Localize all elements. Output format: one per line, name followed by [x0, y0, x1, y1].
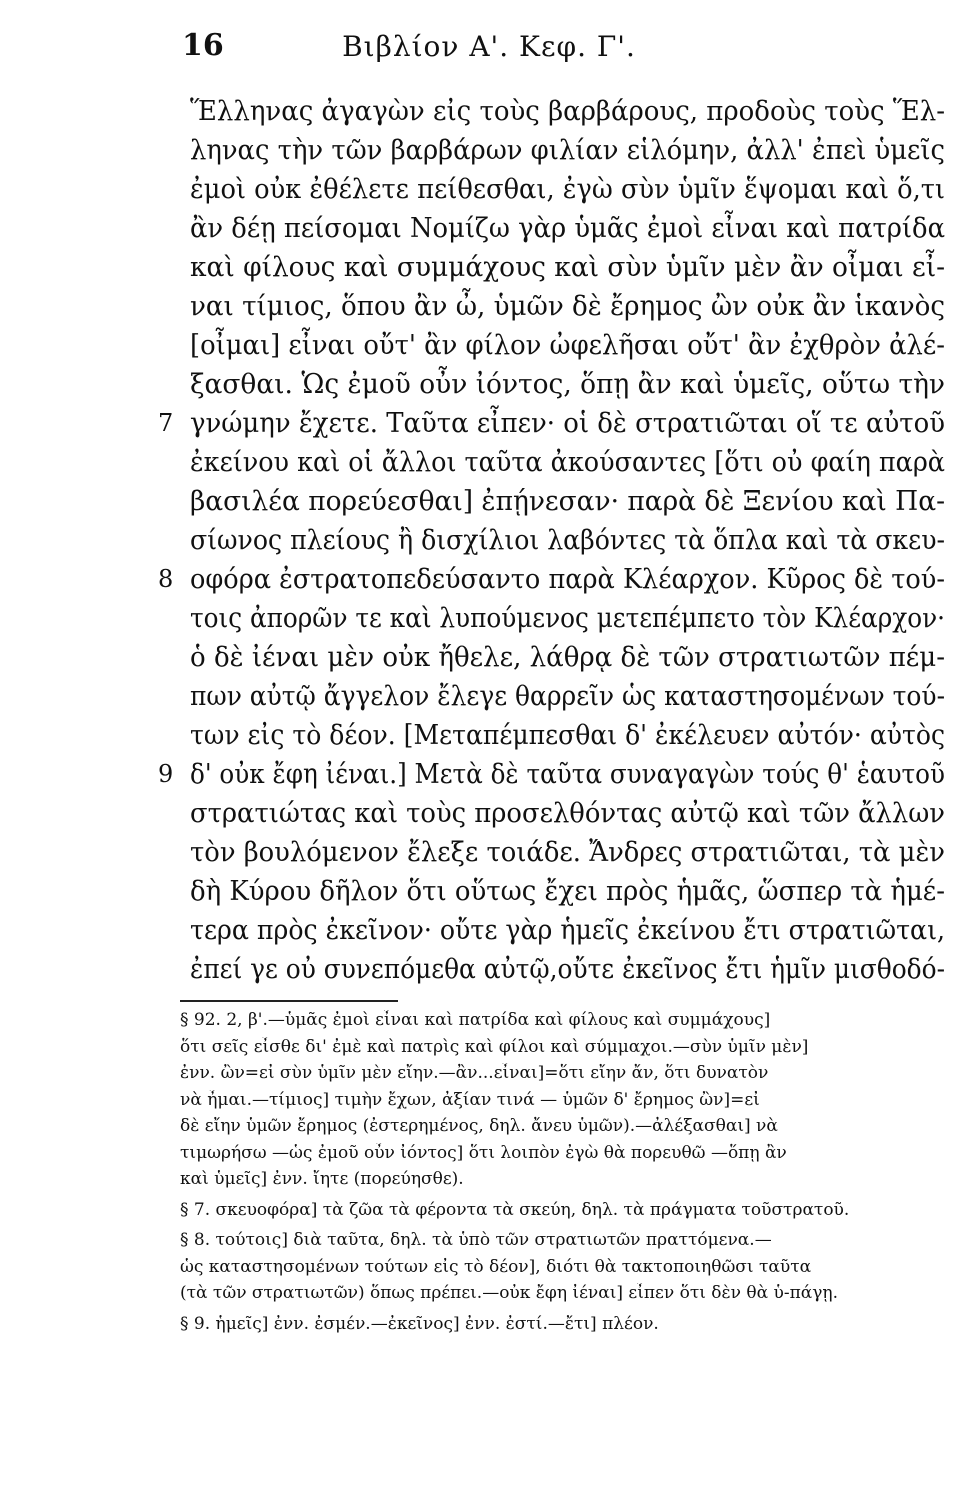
footnote-line: § 92. 2, β'.—ὑμᾶς ἐμοὶ εἶναι καὶ πατρίδα καὶ φίλους καὶ συμμάχους] — [180, 1010, 771, 1030]
text-line — [190, 365, 950, 404]
text-line-content: ὁ δὲ ἰέναι μὲν οὐκ ἤθελε, λάθρᾳ δὲ τῶν στρατιωτῶν πέμ- — [190, 641, 945, 673]
text-line-content: καὶ φίλους καὶ συμμάχους καὶ σὺν ὑμῖν μὲν ἂν οἶμαι εἶ- — [190, 251, 945, 283]
text-line-content: των εἰς τὸ δέον. [Μεταπέμπεσθαι δ' ἐκέλευεν αὐτόν· αὐτὸς — [190, 719, 945, 751]
text-line — [190, 443, 950, 482]
text-line-content: ληνας τὴν τῶν βαρβάρων φιλίαν εἱλόμην, ἀλλ' ἐπεὶ ὑμεῖς — [190, 134, 945, 166]
footnote-line: τιμωρήσω —ὡς ἐμοῦ οὖν ἰόντος] ὅτι λοιπὸν ἐγὼ θὰ πορευθῶ —ὅπῃ ἂν — [180, 1142, 787, 1163]
section-number: 7 — [158, 409, 174, 437]
section-number: 9 — [158, 760, 174, 788]
text-line — [158, 404, 950, 443]
text-line — [190, 92, 950, 131]
footnote-line: ἐνν. ὢν=εἰ σὺν ὑμῖν μὲν εἴην.—ἂν...εἶναι]=ὅτι εἴην ἄν, ὅτι δυνατὸν — [180, 1063, 769, 1083]
text-line — [190, 833, 950, 872]
text-line — [190, 872, 950, 911]
text-line-content: Ἕλληνας ἀγαγὼν εἰς τοὺς βαρβάρους, προδοὺς τοὺς Ἕλ- — [190, 95, 945, 127]
text-line-content: τερα πρὸς ἐκεῖνον· οὔτε γὰρ ἡμεῖς ἐκείνου ἔτι στρατιῶται, — [190, 914, 945, 946]
text-line — [190, 287, 950, 326]
text-line — [190, 521, 950, 560]
footnote-line: ὡς καταστησομένων τούτων εἰς τὸ δέον], διότι θὰ τακτοποιηθῶσι ταῦτα — [180, 1256, 812, 1277]
page-number: 16 — [182, 28, 224, 63]
footnote-line: (τὰ τῶν στρατιωτῶν) ὅπως πρέπει.—οὐκ ἔφη ἰέναι] εἶπεν ὅτι δὲν θὰ ὑ- — [180, 1283, 790, 1303]
page-header — [0, 28, 978, 78]
text-line-content: βασιλέα πορεύεσθαι] ἐπῄνεσαν· παρὰ δὲ Ξενίου καὶ Πα- — [190, 485, 945, 517]
text-line — [190, 599, 950, 638]
text-line-content: πων αὐτῷ ἄγγελον ἔλεγε θαρρεῖν ὡς καταστησομένων τού- — [190, 680, 945, 712]
text-line-content: τοις ἀπορῶν τε καὶ λυπούμενος μετεπέμπετο τὸν Κλέαρχον· — [190, 602, 945, 634]
footnote-line: δὲ εἴην ὑμῶν ἔρημος (ἐστερημένος, δηλ. ἄνευ ὑμῶν).—ἀλέξασθαι] νὰ — [180, 1116, 778, 1136]
text-line-content: στρατιώτας καὶ τοὺς προσελθόντας αὐτῷ καὶ τῶν ἄλλων — [190, 797, 945, 829]
text-line-content: [οἶμαι] εἶναι οὔτ' ἂν φίλον ὠφελῆσαι οὔτ' ἂν ἐχθρὸν ἀλέ- — [190, 329, 945, 361]
text-line — [190, 794, 950, 833]
text-line-content: σίωνος πλείους ἢ δισχίλιοι λαβόντες τὰ ὅπλα καὶ τὰ σκευ- — [190, 524, 945, 556]
text-line-content: τὸν βουλόμενον ἔλεξε τοιάδε. Ἄνδρες στρατιῶται, τὰ μὲν — [190, 836, 945, 868]
running-title: Βιβλίον Α'. Κεφ. Γ'. — [342, 30, 636, 63]
footnote-line: § 9. ἡμεῖς] ἐνν. ἐσμέν.—ἐκεῖνος] ἐνν. ἐστί.—ἔτι] πλέον. — [180, 1313, 659, 1334]
footnote-line: στρατοῦ. — [771, 1199, 850, 1220]
text-line — [158, 755, 950, 794]
text-line-content: ἂν δέῃ πείσομαι Νομίζω γὰρ ὑμᾶς ἐμοὶ εἶναι καὶ πατρίδα — [190, 212, 945, 244]
main-text — [158, 92, 950, 989]
text-line-content: δὴ Κύρου δῆλον ὅτι οὕτως ἔχει πρὸς ἡμᾶς, ὥσπερ τὰ ἡμέ- — [190, 875, 945, 907]
footnote-line: § 7. σκευοφόρα] τὰ ζῶα τὰ φέροντα τὰ σκεύη, δηλ. τὰ πράγματα τοῦ — [180, 1199, 772, 1220]
text-line-content: ναι τίμιος, ὅπου ἂν ὦ, ὑμῶν δὲ ἔρημος ὢν οὐκ ἂν ἱκανὸς — [190, 290, 945, 322]
footnote-line: § 8. τούτοις] διὰ ταῦτα, δηλ. τὰ ὑπὸ τῶν στρατιωτῶν πραττόμενα.— — [180, 1230, 772, 1250]
footnote-line: πάγῃ. — [789, 1283, 838, 1303]
text-line — [190, 170, 950, 209]
text-line — [190, 482, 950, 521]
text-line — [190, 950, 950, 989]
text-line — [190, 209, 950, 248]
text-line-content: οφόρα ἐστρατοπεδεύσαντο παρὰ Κλέαρχον. Κῦρος δὲ τού- — [190, 563, 945, 595]
footnote-line: ὅτι σεῖς εἶσθε δι' ἐμὲ καὶ πατρὶς καὶ φίλοι καὶ σύμμαχοι.—σὺν ὑμῖν μὲν] — [180, 1036, 809, 1057]
footnotes — [180, 1010, 950, 1340]
text-line — [158, 560, 950, 599]
text-line — [190, 677, 950, 716]
text-line-content: ἐπεί γε οὐ συνεπόμεθα αὐτῷ,οὔτε ἐκεῖνος ἔτι ἡμῖν μισθοδό- — [190, 953, 945, 985]
text-line — [190, 716, 950, 755]
footnote-divider — [180, 1000, 398, 1002]
text-line — [190, 248, 950, 287]
section-number: 8 — [158, 565, 174, 593]
text-line — [190, 131, 950, 170]
text-line-content: ξασθαι. Ὡς ἐμοῦ οὖν ἰόντος, ὅπῃ ἂν καὶ ὑμεῖς, οὕτω τὴν — [190, 368, 945, 400]
text-line — [190, 911, 950, 950]
footnote-line: καὶ ὑμεῖς] ἐνν. ἴητε (πορεύησθε). — [180, 1169, 464, 1189]
text-line-content: γνώμην ἔχετε. Ταῦτα εἶπεν· οἱ δὲ στρατιῶται οἵ τε αὐτοῦ — [190, 407, 945, 439]
text-line-content: ἐκείνου καὶ οἱ ἄλλοι ταῦτα ἀκούσαντες [ὅτι οὐ φαίη παρὰ — [190, 446, 945, 478]
text-line — [190, 326, 950, 365]
text-line-content: δ' οὐκ ἔφη ἰέναι.] Μετὰ δὲ ταῦτα συναγαγὼν τούς θ' ἑαυτοῦ — [190, 758, 945, 790]
text-line — [190, 638, 950, 677]
footnote-line: νὰ ἦμαι.—τίμιος] τιμὴν ἔχων, ἀξίαν τινά — ὑμῶν δ' ἔρημος ὢν]=εἰ — [180, 1089, 760, 1110]
text-line-content: ἐμοὶ οὐκ ἐθέλετε πείθεσθαι, ἐγὼ σὺν ὑμῖν ἕψομαι καὶ ὅ,τι — [190, 173, 945, 205]
